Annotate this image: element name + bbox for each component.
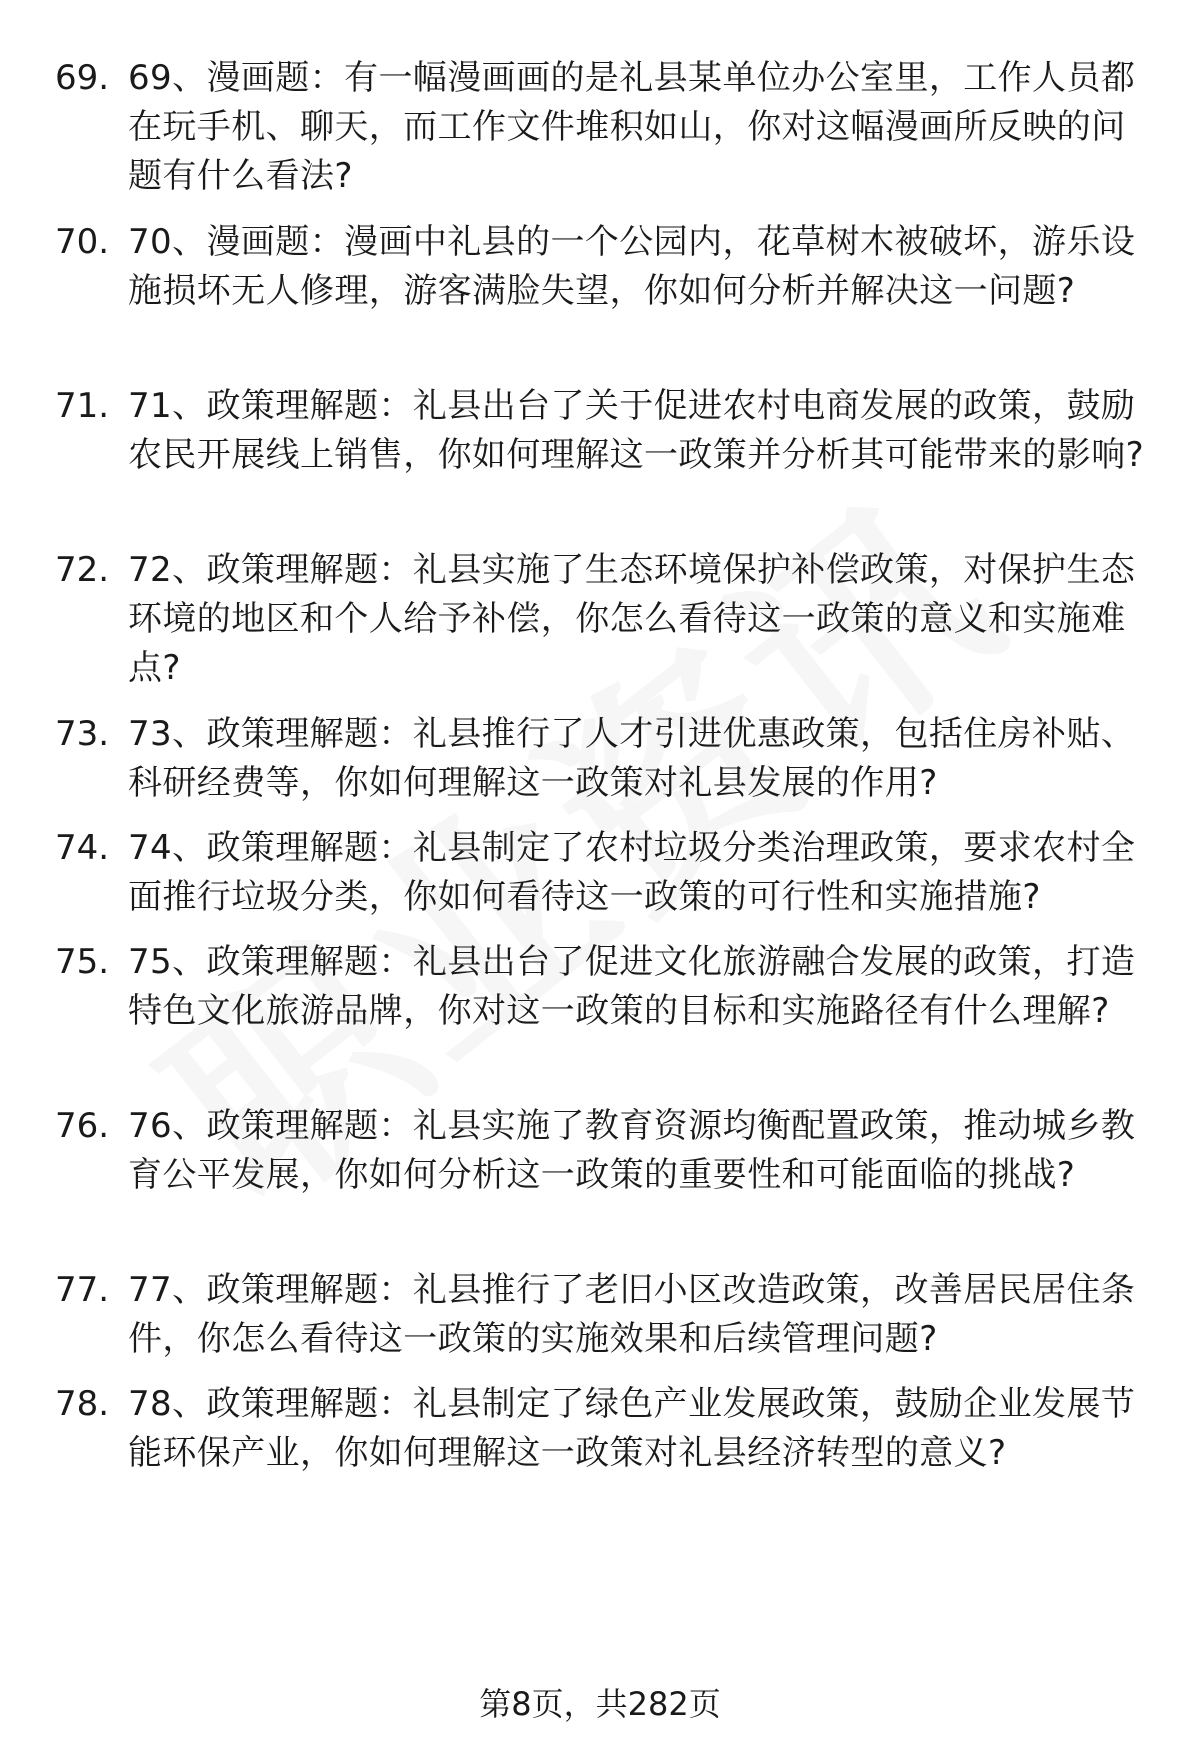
item-number: 75. bbox=[55, 942, 110, 982]
item-text: 78、政策理解题：礼县制定了绿色产业发展政策，鼓励企业发展节能环保产业，你如何理解这一政策对礼县经济转型的意义? bbox=[128, 1384, 1136, 1473]
item-number: 72. bbox=[55, 550, 110, 590]
item-number: 69. bbox=[55, 58, 110, 98]
item-number: 70. bbox=[55, 222, 110, 262]
item-text: 76、政策理解题：礼县实施了教育资源均衡配置政策，推动城乡教育公平发展，你如何分析这一政策的重要性和可能面临的挑战? bbox=[128, 1106, 1136, 1195]
item-text: 70、漫画题：漫画中礼县的一个公园内，花草树木被破坏，游乐设施损坏无人修理，游客满脸失望，你如何分析并解决这一问题? bbox=[128, 222, 1136, 311]
page-number: 第8页，共282页 bbox=[479, 1685, 721, 1723]
item-text: 74、政策理解题：礼县制定了农村垃圾分类治理政策，要求农村全面推行垃圾分类，你如何看待这一政策的可行性和实施措施? bbox=[128, 828, 1136, 917]
item-text: 69、漫画题：有一幅漫画画的是礼县某单位办公室里，工作人员都在玩手机、聊天，而工作文件堆积如山，你对这幅漫画所反映的问题有什么看法? bbox=[128, 58, 1136, 196]
item-number: 76. bbox=[55, 1106, 110, 1146]
item-number: 77. bbox=[55, 1270, 110, 1310]
item-text: 73、政策理解题：礼县推行了人才引进优惠政策，包括住房补贴、科研经费等，你如何理解这一政策对礼县发展的作用? bbox=[128, 714, 1136, 803]
item-text: 71、政策理解题：礼县出台了关于促进农村电商发展的政策，鼓励农民开展线上销售，你如何理解这一政策并分析其可能带来的影响? bbox=[128, 386, 1145, 475]
item-number: 73. bbox=[55, 714, 110, 754]
item-text: 75、政策理解题：礼县出台了促进文化旅游融合发展的政策，打造特色文化旅游品牌，你对这一政策的目标和实施路径有什么理解? bbox=[128, 942, 1136, 1031]
item-text: 77、政策理解题：礼县推行了老旧小区改造政策，改善居民居住条件，你怎么看待这一政策的实施效果和后续管理问题? bbox=[128, 1270, 1136, 1359]
item-number: 78. bbox=[55, 1384, 110, 1424]
item-number: 71. bbox=[55, 386, 110, 426]
item-number: 74. bbox=[55, 828, 110, 868]
item-text: 72、政策理解题：礼县实施了生态环境保护补偿政策，对保护生态环境的地区和个人给予补偿，你怎么看待这一政策的意义和实施难点? bbox=[128, 550, 1136, 688]
